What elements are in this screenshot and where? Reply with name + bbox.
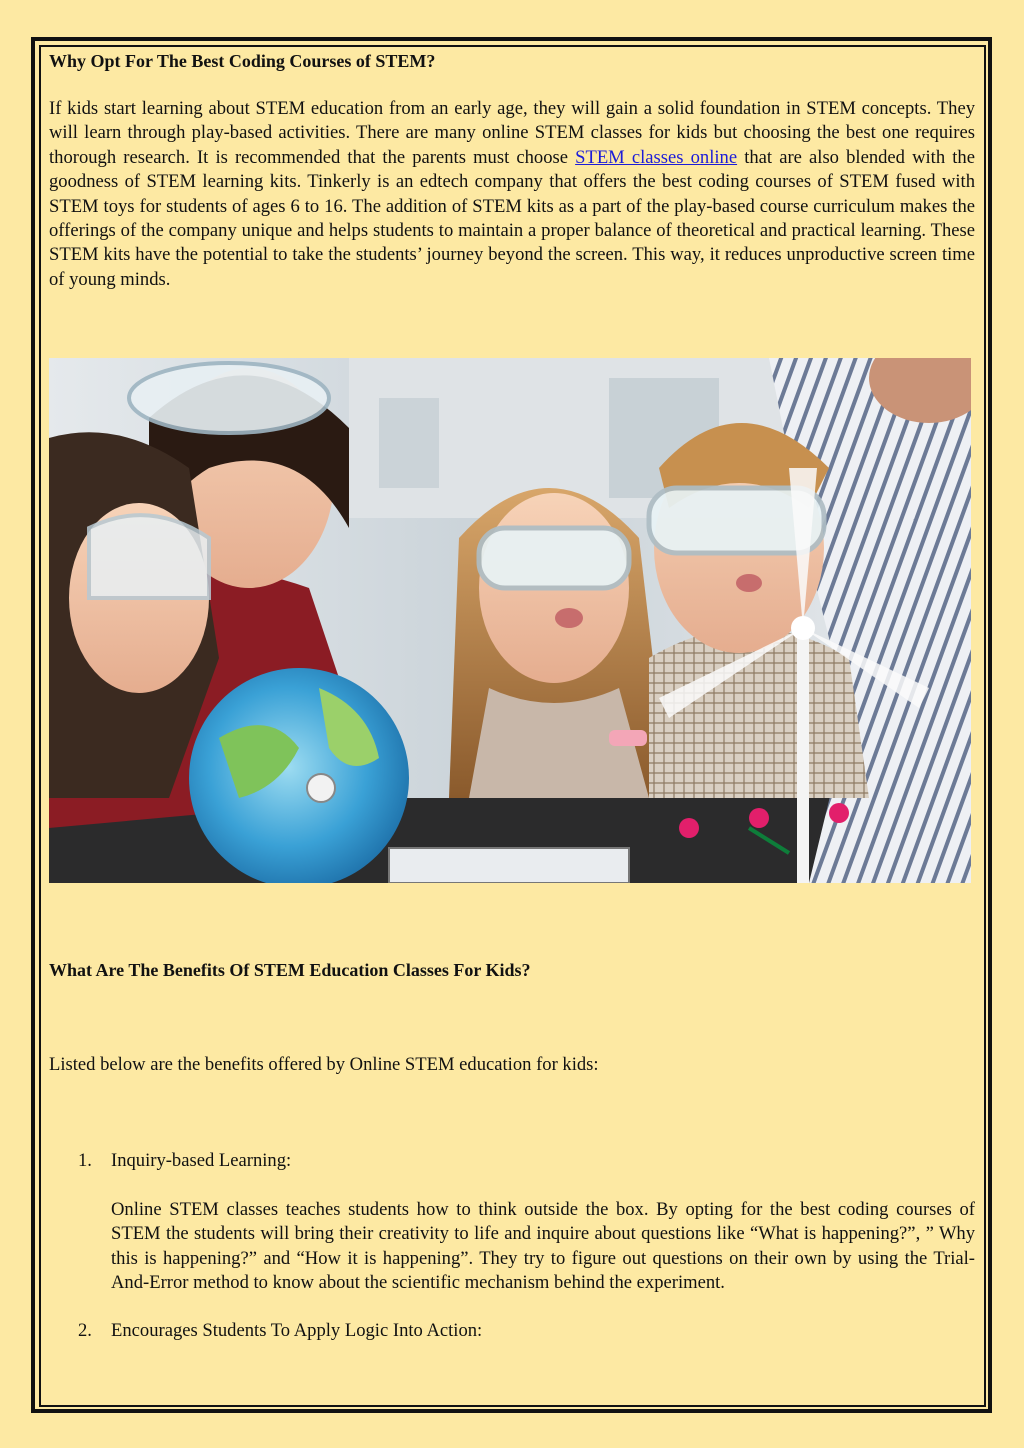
list-item-title: Inquiry-based Learning: <box>111 1150 292 1172</box>
section-intro <box>49 49 975 292</box>
list-item-title: Encourages Students To Apply Logic Into Action: <box>111 1320 483 1342</box>
intro-paragraph <box>49 97 975 292</box>
list-item-number: 1. <box>78 1150 92 1172</box>
stem-classes-online-link[interactable]: STEM classes online <box>575 146 738 168</box>
intro-text-after-link: that are also blended with the goodness of STEM learning kits. Tinkerly is an edtech company that offers the best coding courses of STEM fused with STEM toys for students of ages 6 to 16. The addition of STEM kits as a part of the play-based course curriculum makes the offerings of the company unique and helps students to maintain a proper balance of theoretical and practical learning. These STEM kits have the potential to take the students’ journey beyond the screen. This way, it reduces unproductive screen time of young minds. <box>49 146 975 290</box>
list-item-body: Online STEM classes teaches students how to think outside the box. By opting for the best coding courses of STEM the students will bring their creativity to life and inquire about questions like “What is happening?”, ” Why this is happening?” and “How it is happening”. They try to figure out questions on their own by using the Trial-And-Error method to know about the scientific mechanism behind the experiment. <box>111 1198 975 1294</box>
children-stem-photo <box>49 358 971 883</box>
benefits-intro: Listed below are the benefits offered by Online STEM education for kids: <box>49 1054 599 1075</box>
list-item-number: 2. <box>78 1320 92 1342</box>
section-heading-why-opt: Why Opt For The Best Coding Courses of STEM? <box>49 51 436 71</box>
intro-text-before-link: If kids start learning about STEM education from an early age, they will gain a solid foundation in STEM concepts. They will learn through play-based activities. There are many online STEM classes for kids but choosing the best one requires thorough research. It is recommended that the parents must choose <box>49 98 975 168</box>
benefits-list <box>49 1149 975 1343</box>
photo-illustration <box>49 358 971 883</box>
list-item <box>49 1149 975 1295</box>
list-item <box>49 1319 975 1343</box>
section-heading-benefits: What Are The Benefits Of STEM Education Classes For Kids? <box>49 960 531 980</box>
section-benefits <box>49 958 975 1344</box>
